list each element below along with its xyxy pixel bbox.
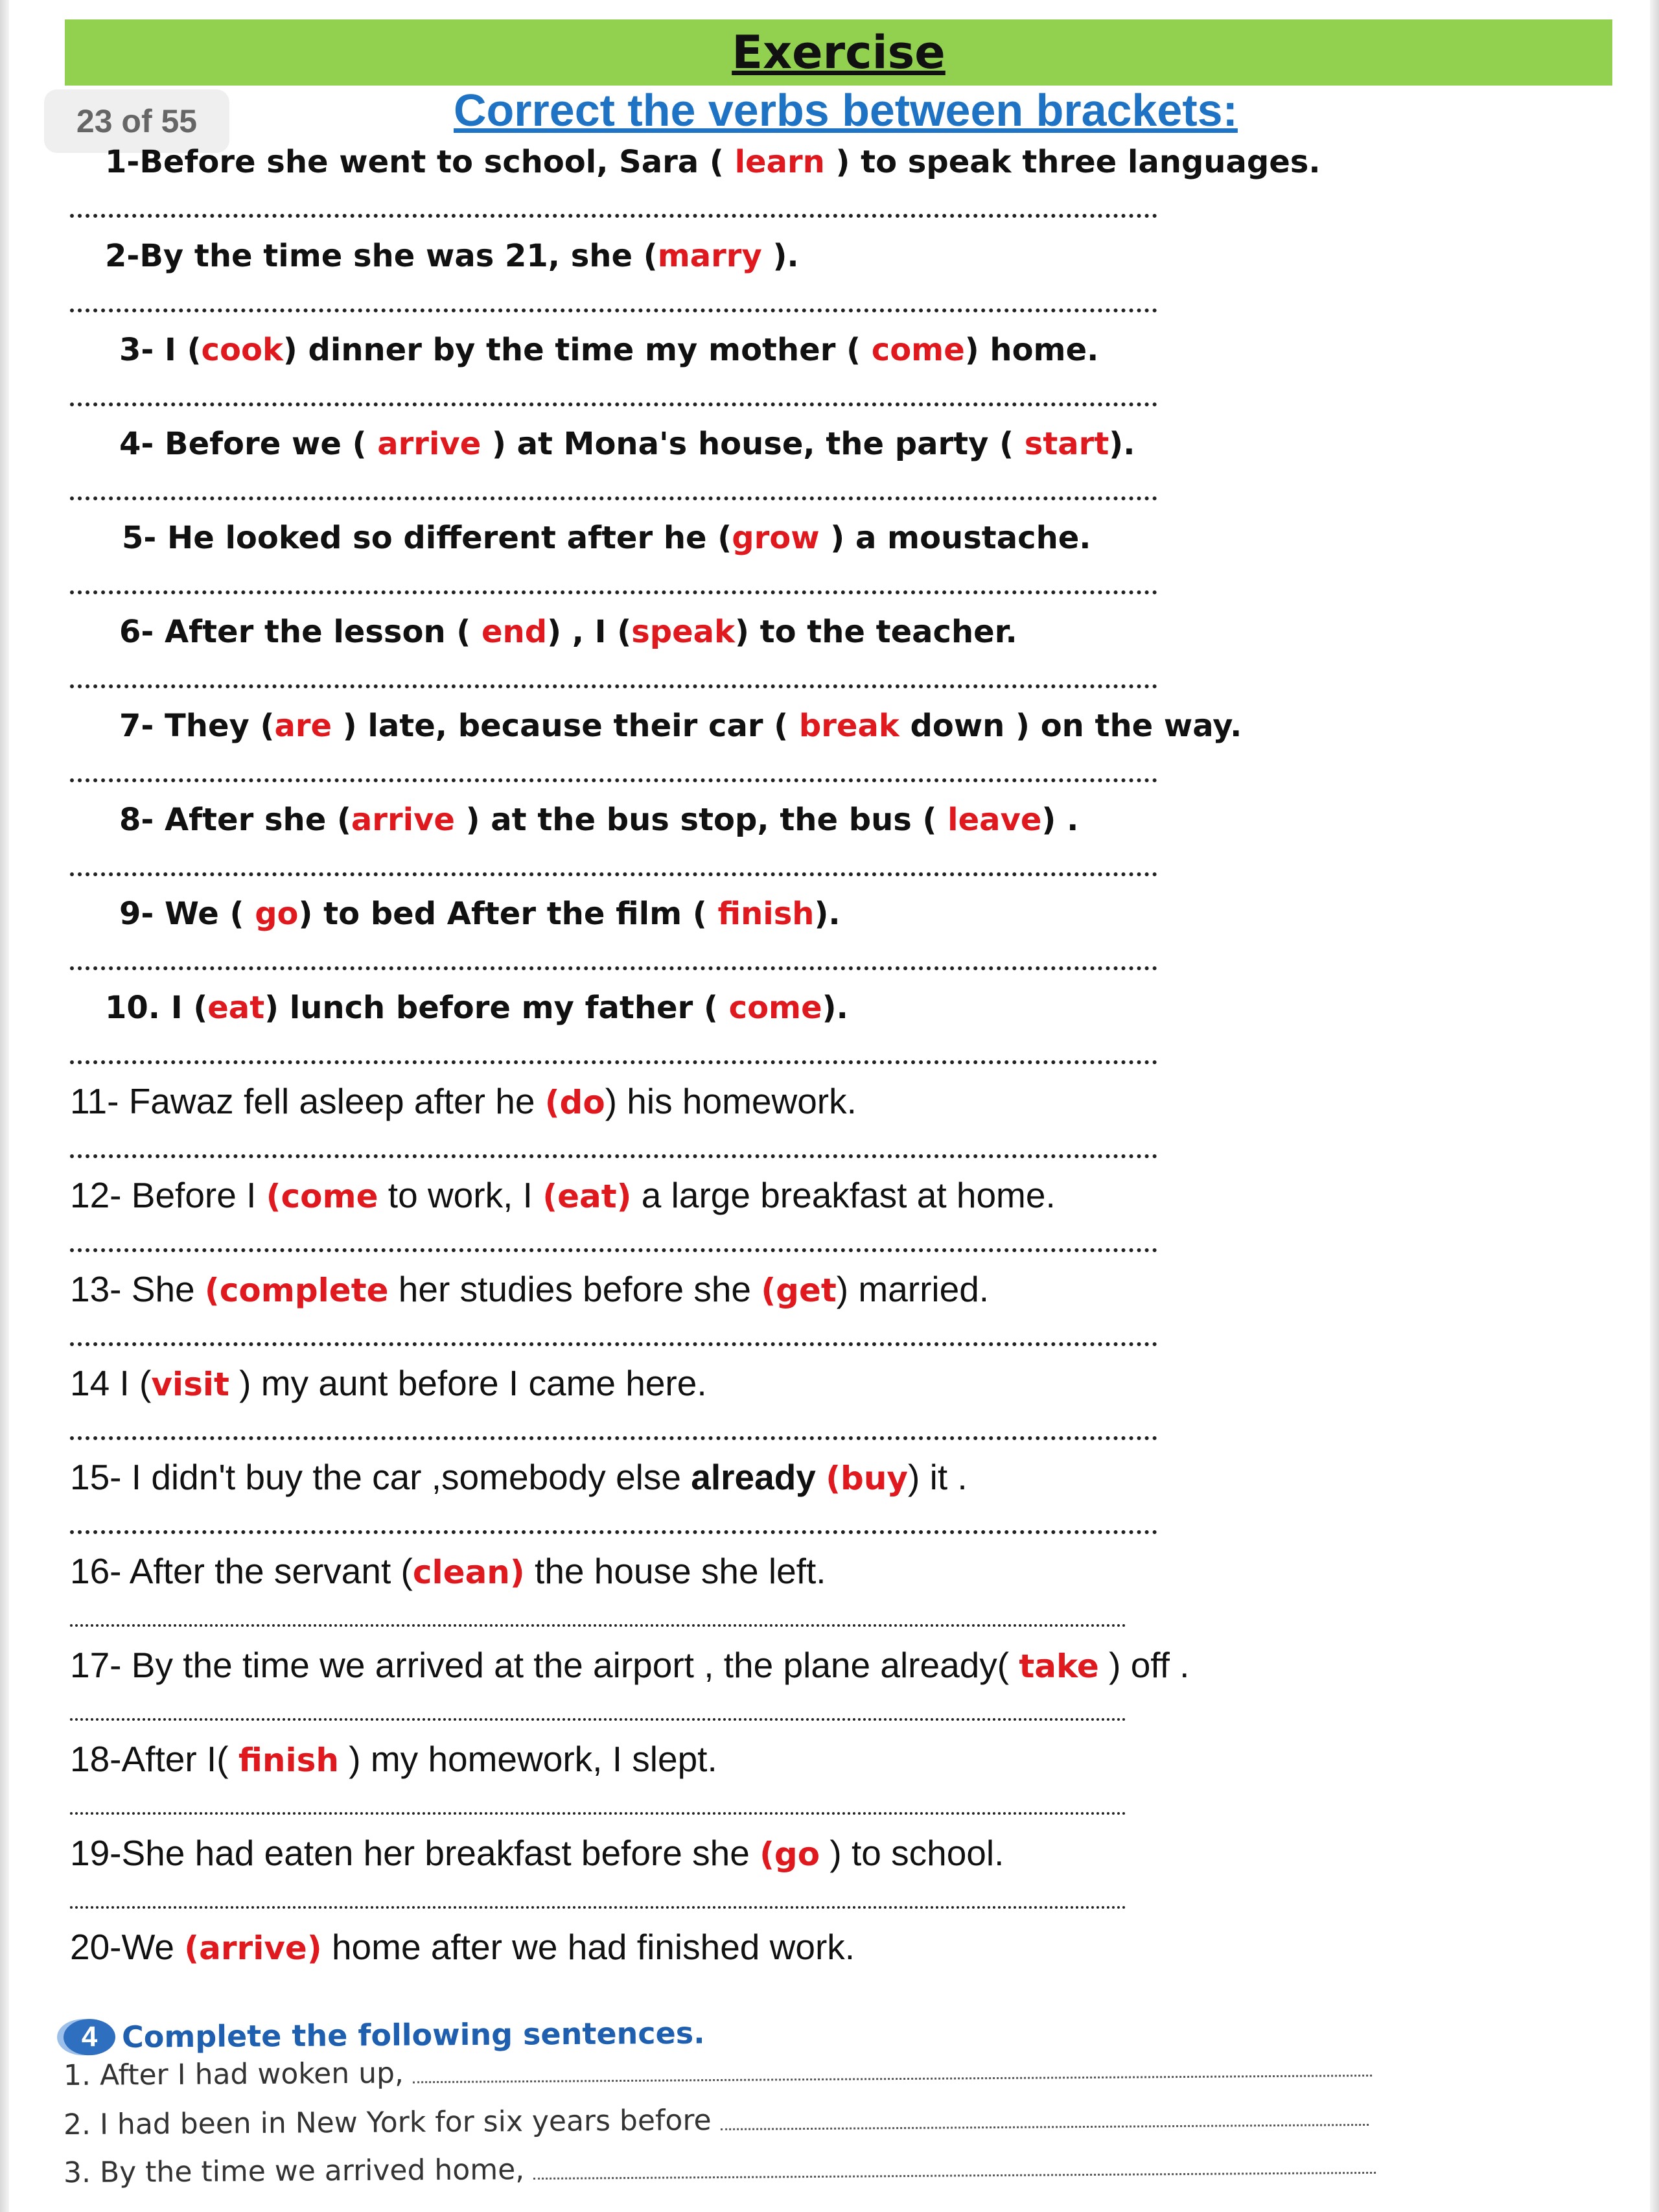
verb-in-brackets: marry: [657, 238, 762, 274]
verb-in-brackets: start: [1024, 426, 1109, 462]
exercise-line: 10. I (eat) lunch before my father ( come).: [105, 990, 848, 1026]
answer-blank[interactable]: [721, 2124, 1369, 2130]
section-4-header: [64, 2015, 705, 2056]
exercise-line: 7- They (are ) late, because their car ( break down ) on the way.: [119, 708, 1242, 744]
verb-in-brackets: eat: [207, 990, 265, 1026]
exercise-line: 11- Fawaz fell asleep after he (do) his homework.: [70, 1081, 857, 1121]
verb-in-brackets: (go: [760, 1835, 820, 1873]
emphasized-word: already: [691, 1457, 816, 1497]
exercise-line: 5- He looked so different after he (grow ) a moustache.: [122, 520, 1091, 556]
verb-in-brackets: (complete: [204, 1272, 389, 1309]
exercise-line: 6- After the lesson ( end) , I (speak) to the teacher.: [119, 614, 1017, 650]
exercise-line: 17- By the time we arrived at the airport , the plane already( take ) off .: [70, 1645, 1190, 1685]
complete-sentence-text: 3. By the time we arrived home,: [63, 2153, 525, 2190]
answer-dotted-line[interactable]: [70, 1624, 1126, 1627]
answer-dotted-line[interactable]: [70, 1436, 1157, 1440]
complete-sentence-item: [64, 2050, 1372, 2092]
verb-in-brackets: finish: [717, 896, 815, 932]
page-edge-left: [0, 0, 9, 2212]
answer-dotted-line[interactable]: [70, 1906, 1126, 1909]
answer-dotted-line[interactable]: [70, 496, 1157, 500]
verb-in-brackets: cook: [201, 332, 283, 368]
verb-in-brackets: arrive: [377, 426, 481, 462]
verb-in-brackets: grow: [732, 520, 820, 556]
answer-dotted-line[interactable]: [70, 1812, 1126, 1815]
verb-in-brackets: come: [871, 332, 965, 368]
complete-sentence-item: [64, 2147, 1376, 2189]
answer-dotted-line[interactable]: [70, 402, 1157, 406]
exercise-line: 1-Before she went to school, Sara ( learn ) to speak three languages.: [105, 144, 1321, 180]
answer-dotted-line[interactable]: [70, 1248, 1157, 1252]
exercise-line: 9- We ( go) to bed After the film ( finish).: [119, 896, 841, 932]
exercise-line: 18-After I( finish ) my homework, I slept.: [70, 1739, 717, 1779]
verb-in-brackets: take: [1019, 1647, 1099, 1685]
verb-in-brackets: go: [255, 896, 299, 932]
answer-dotted-line[interactable]: [70, 1154, 1157, 1158]
exercise-line: 13- She (complete her studies before she (get) married.: [70, 1269, 990, 1309]
answer-dotted-line[interactable]: [70, 1342, 1157, 1346]
exercise-line: 14 I (visit ) my aunt before I came here.: [70, 1363, 707, 1403]
section-4-title: Complete the following sentences.: [121, 2015, 705, 2055]
answer-dotted-line[interactable]: [70, 214, 1157, 218]
answer-dotted-line[interactable]: [70, 1718, 1126, 1721]
answer-dotted-line[interactable]: [70, 684, 1157, 688]
verb-in-brackets: speak: [631, 614, 735, 650]
banner-title: Exercise: [732, 26, 946, 79]
exercise-line: 2-By the time she was 21, she (marry ).: [105, 238, 799, 274]
exercise-line: 16- After the servant (clean) the house she left.: [70, 1551, 826, 1591]
exercise-line: 12- Before I (come to work, I (eat) a large breakfast at home.: [70, 1175, 1056, 1215]
verb-in-brackets: break: [798, 708, 899, 744]
answer-dotted-line[interactable]: [70, 872, 1157, 876]
verb-in-brackets: finish: [238, 1741, 339, 1779]
page-indicator-badge: 23 of 55: [44, 89, 229, 153]
answer-dotted-line[interactable]: [70, 778, 1157, 782]
verb-in-brackets: (eat): [542, 1178, 632, 1215]
verb-in-brackets: (get: [761, 1272, 837, 1309]
verb-in-brackets: leave: [947, 802, 1042, 838]
verb-in-brackets: (arrive): [184, 1929, 322, 1967]
verb-in-brackets: (do: [544, 1084, 605, 1121]
answer-blank[interactable]: [533, 2172, 1376, 2180]
page-edge-right: [1650, 0, 1659, 2212]
verb-in-brackets: (buy: [826, 1460, 909, 1497]
verb-in-brackets: are: [274, 708, 332, 744]
answer-blank[interactable]: [413, 2075, 1372, 2083]
section-number-badge: 4: [64, 2019, 115, 2056]
exercise-line: 4- Before we ( arrive ) at Mona's house, the party ( start).: [119, 426, 1135, 462]
verb-in-brackets: (come: [266, 1178, 378, 1215]
complete-sentence-text: 1. After I had woken up,: [63, 2056, 404, 2093]
verb-in-brackets: clean): [412, 1554, 525, 1591]
answer-dotted-line[interactable]: [70, 590, 1157, 594]
exercise-line: 3- I (cook) dinner by the time my mother ( come) home.: [119, 332, 1099, 368]
exercise-line: 15- I didn't buy the car ,somebody else already (buy) it .: [70, 1457, 968, 1497]
answer-dotted-line[interactable]: [70, 1530, 1157, 1534]
exercise-line: 20-We (arrive) home after we had finished work.: [70, 1927, 855, 1967]
answer-dotted-line[interactable]: [70, 966, 1157, 970]
exercise-banner: [65, 19, 1612, 86]
exercise-line: 8- After she (arrive ) at the bus stop, the bus ( leave) .: [119, 802, 1079, 838]
verb-in-brackets: learn: [734, 144, 825, 180]
verb-in-brackets: end: [481, 614, 548, 650]
complete-sentence-text: 2. I had been in New York for six years before: [63, 2104, 712, 2142]
answer-dotted-line[interactable]: [70, 309, 1157, 312]
verb-in-brackets: visit: [151, 1366, 229, 1403]
exercise-line: 19-She had eaten her breakfast before she (go ) to school.: [70, 1833, 1004, 1873]
verb-in-brackets: arrive: [351, 802, 455, 838]
answer-dotted-line[interactable]: [70, 1060, 1157, 1064]
exercise-subtitle: Correct the verbs between brackets:: [454, 85, 1238, 135]
complete-sentence-item: [64, 2099, 1369, 2141]
verb-in-brackets: come: [728, 990, 822, 1026]
